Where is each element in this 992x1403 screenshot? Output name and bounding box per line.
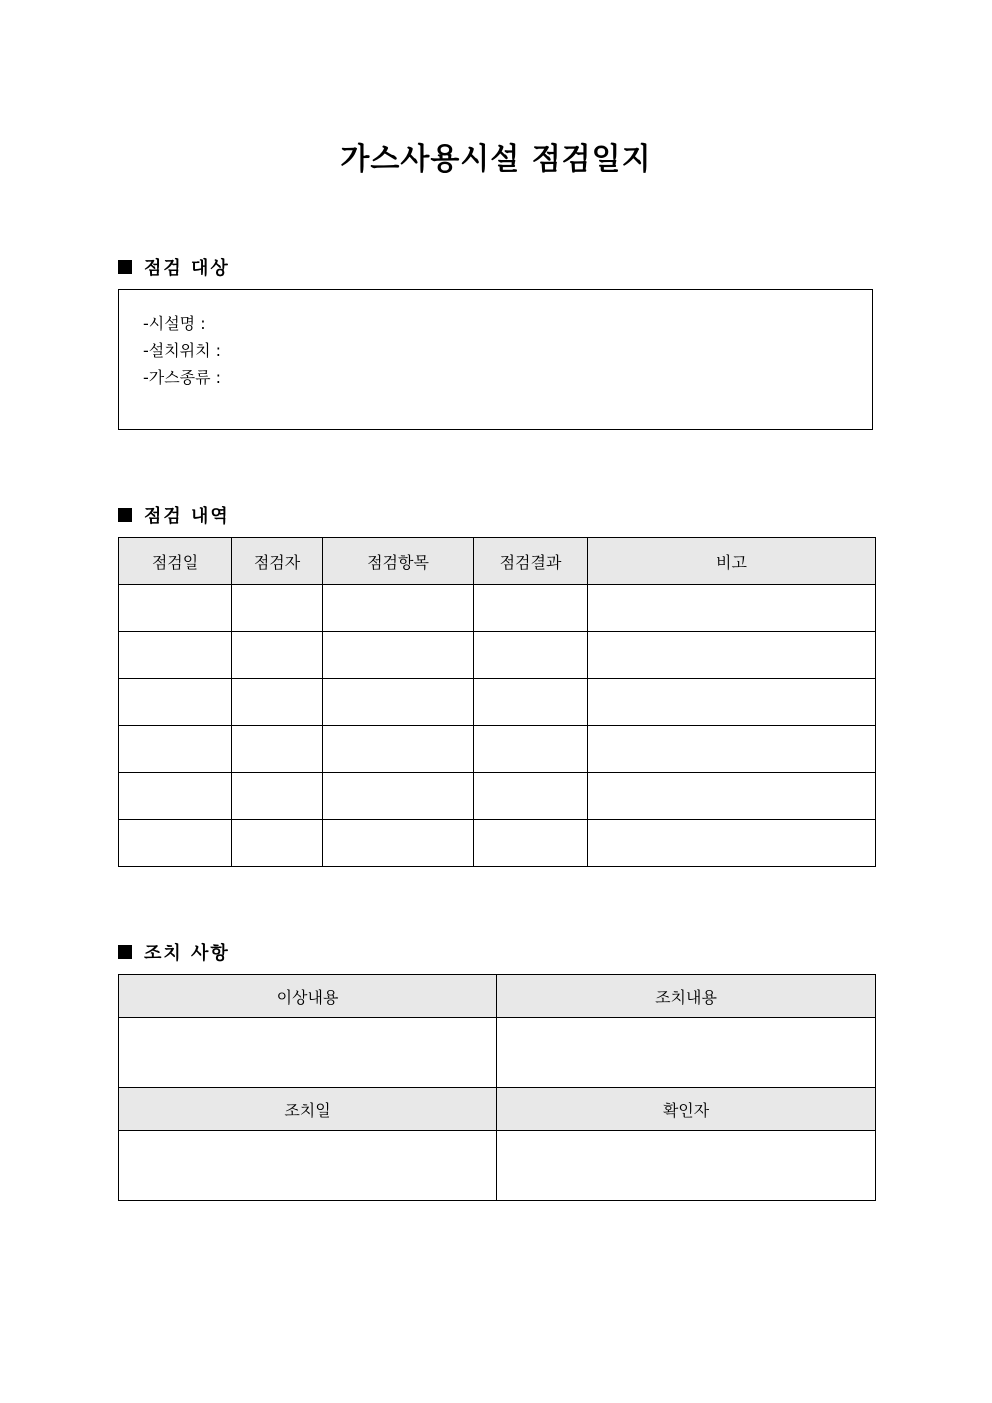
table-header-row bbox=[119, 975, 876, 1018]
table-row bbox=[119, 773, 876, 820]
section-heading-label: 점검 내역 bbox=[144, 506, 230, 527]
confirmer-label: 확인자 bbox=[497, 1088, 876, 1131]
table-cell[interactable] bbox=[232, 820, 323, 867]
column-header-result: 점검결과 bbox=[474, 538, 588, 585]
section-heading-label: 점검 대상 bbox=[144, 258, 230, 279]
table-row bbox=[119, 585, 876, 632]
action-label: 조치내용 bbox=[497, 975, 876, 1018]
section-heading-action bbox=[118, 939, 230, 965]
table-cell[interactable] bbox=[119, 820, 232, 867]
table-row bbox=[119, 726, 876, 773]
facility-name-field[interactable]: -시설명 : bbox=[143, 314, 206, 333]
document-title: 가스사용시설 점검일지 bbox=[340, 142, 652, 177]
table-cell[interactable] bbox=[119, 632, 232, 679]
inspection-history-table bbox=[118, 537, 876, 867]
column-header-date: 점검일 bbox=[119, 538, 232, 585]
gas-type-field[interactable]: -가스종류 : bbox=[143, 368, 222, 387]
table-cell[interactable] bbox=[232, 585, 323, 632]
square-bullet-icon bbox=[118, 260, 132, 274]
table-row bbox=[119, 820, 876, 867]
table-row bbox=[119, 632, 876, 679]
square-bullet-icon bbox=[118, 945, 132, 959]
action-date-label: 조치일 bbox=[119, 1088, 497, 1131]
table-row bbox=[119, 1018, 876, 1088]
table-cell[interactable] bbox=[119, 679, 232, 726]
install-location-field[interactable]: -설치위치 : bbox=[143, 341, 222, 360]
table-cell[interactable] bbox=[232, 679, 323, 726]
target-info-box bbox=[118, 289, 873, 430]
table-cell[interactable] bbox=[588, 585, 876, 632]
column-header-remarks: 비고 bbox=[588, 538, 876, 585]
table-cell[interactable] bbox=[474, 820, 588, 867]
confirmer-field[interactable] bbox=[497, 1131, 876, 1201]
table-cell[interactable] bbox=[474, 585, 588, 632]
issue-field[interactable] bbox=[119, 1018, 497, 1088]
table-cell[interactable] bbox=[119, 585, 232, 632]
table-cell[interactable] bbox=[588, 679, 876, 726]
table-cell[interactable] bbox=[323, 726, 474, 773]
action-field[interactable] bbox=[497, 1018, 876, 1088]
table-cell[interactable] bbox=[588, 726, 876, 773]
table-cell[interactable] bbox=[588, 632, 876, 679]
action-date-field[interactable] bbox=[119, 1131, 497, 1201]
section-heading-history bbox=[118, 502, 230, 528]
square-bullet-icon bbox=[118, 508, 132, 522]
table-cell[interactable] bbox=[323, 820, 474, 867]
table-cell[interactable] bbox=[232, 632, 323, 679]
issue-label: 이상내용 bbox=[119, 975, 497, 1018]
table-row bbox=[119, 679, 876, 726]
table-row bbox=[119, 1131, 876, 1201]
section-heading-label: 조치 사항 bbox=[144, 943, 230, 964]
table-cell[interactable] bbox=[474, 773, 588, 820]
table-cell[interactable] bbox=[119, 726, 232, 773]
table-header-row bbox=[119, 538, 876, 585]
table-cell[interactable] bbox=[474, 679, 588, 726]
action-taken-table bbox=[118, 974, 876, 1201]
table-cell[interactable] bbox=[474, 726, 588, 773]
column-header-item: 점검항목 bbox=[323, 538, 474, 585]
table-cell[interactable] bbox=[232, 726, 323, 773]
table-cell[interactable] bbox=[232, 773, 323, 820]
section-heading-target bbox=[118, 254, 230, 280]
table-cell[interactable] bbox=[323, 773, 474, 820]
table-cell[interactable] bbox=[474, 632, 588, 679]
table-cell[interactable] bbox=[588, 773, 876, 820]
table-cell[interactable] bbox=[323, 632, 474, 679]
table-cell[interactable] bbox=[588, 820, 876, 867]
column-header-inspector: 점검자 bbox=[232, 538, 323, 585]
table-cell[interactable] bbox=[119, 773, 232, 820]
table-cell[interactable] bbox=[323, 585, 474, 632]
table-cell[interactable] bbox=[323, 679, 474, 726]
table-header-row bbox=[119, 1088, 876, 1131]
